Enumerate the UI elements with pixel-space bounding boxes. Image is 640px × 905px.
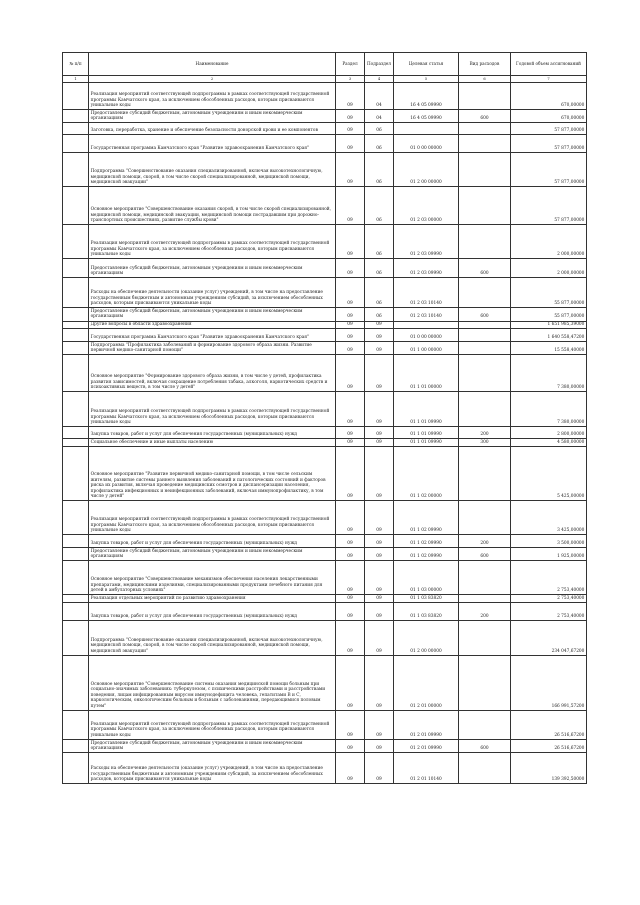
row-expense-type: 200 [459,427,511,439]
row-target-code: 01 1 02 09990 [394,535,459,548]
row-number [63,561,89,595]
row-number [63,740,89,753]
table-body [63,83,587,784]
row-name: Реализация мероприятий соответствующей подпрограммы в рамках соответствующей государственной программы Камчатского края, за исключением обособленных расходов, которым присваиваются уникальные коды [89,225,336,259]
row-target-code: 01 0 00 00000 [394,135,459,153]
table-row [63,621,587,656]
row-section: 09 [336,392,365,427]
row-section: 09 [336,355,365,392]
row-section: 09 [336,278,365,308]
row-target-code: 01 1 01 09990 [394,439,459,447]
row-section: 09 [336,110,365,123]
row-subsection: 06 [365,278,394,308]
column-index: 5 [394,76,459,83]
row-number [63,308,89,321]
row-section: 09 [336,561,365,595]
row-number [63,603,89,621]
row-amount: 57 877,00000 [511,135,587,153]
row-target-code: 01 1 01 09990 [394,427,459,439]
row-name: Государственная программа Камчатского края "Развитие здравоохранения Камчатского края" [89,135,336,153]
row-amount: 7 380,00000 [511,392,587,427]
row-subsection: 04 [365,83,394,110]
row-target-code: 01 2 00 00000 [394,153,459,187]
table-row [63,110,587,123]
row-amount: 55 877,00000 [511,278,587,308]
row-name: Предоставление субсидий бюджетным, автономным учреждениям и иным некоммерческим организациям [89,110,336,123]
row-subsection: 04 [365,110,394,123]
row-subsection: 09 [365,603,394,621]
row-section: 09 [336,225,365,259]
row-subsection: 09 [365,439,394,447]
row-target-code: 01 1 00 00000 [394,342,459,355]
row-section: 09 [336,153,365,187]
row-expense-type [459,83,511,110]
table-row [63,278,587,308]
row-name: Другие вопросы в области здравоохранения [89,321,336,329]
row-subsection: 06 [365,225,394,259]
header-section: Раздел [336,53,365,76]
row-section: 09 [336,259,365,278]
row-number [63,153,89,187]
row-subsection: 06 [365,123,394,135]
row-target-code: 01 2 00 00000 [394,621,459,656]
row-number [63,329,89,342]
row-expense-type: 600 [459,740,511,753]
row-section: 09 [336,535,365,548]
row-target-code: 01 1 02 09990 [394,548,459,561]
row-amount: 7 380,00000 [511,355,587,392]
row-number [63,321,89,329]
header-num: № п/п [63,53,89,76]
row-target-code: 01 2 03 10140 [394,278,459,308]
column-index: 6 [459,76,511,83]
row-subsection: 09 [365,355,394,392]
table-row [63,561,587,595]
column-index: 2 [89,76,336,83]
row-expense-type [459,656,511,711]
row-subsection: 06 [365,259,394,278]
row-subsection: 06 [365,308,394,321]
row-section: 09 [336,656,365,711]
row-amount: 166 991,57200 [511,656,587,711]
row-expense-type: 600 [459,548,511,561]
row-expense-type [459,595,511,603]
row-number [63,621,89,656]
row-amount: 1 925,00000 [511,548,587,561]
column-index: 1 [63,76,89,83]
row-number [63,355,89,392]
row-name: Закупка товаров, работ и услуг для обеспечения государственных (муниципальных) нужд [89,535,336,548]
row-subsection: 06 [365,187,394,225]
row-target-code: 01 1 03 00000 [394,561,459,595]
table-row [63,83,587,110]
row-target-code: 01 2 03 09990 [394,225,459,259]
row-target-code: 01 1 03 83820 [394,595,459,603]
row-expense-type [459,355,511,392]
row-amount: 2 000,00000 [511,259,587,278]
row-number [63,447,89,501]
row-target-code: 01 2 01 00000 [394,656,459,711]
row-subsection: 09 [365,561,394,595]
row-amount: 1 640 558,47200 [511,329,587,342]
row-amount: 3 500,00000 [511,535,587,548]
row-target-code: 16 4 05 09990 [394,110,459,123]
row-amount: 1 651 985,39000 [511,321,587,329]
row-target-code: 01 1 02 09990 [394,501,459,535]
row-number [63,501,89,535]
row-expense-type [459,123,511,135]
row-name: Реализация мероприятий соответствующей подпрограммы в рамках соответствующей государственной программы Камчатского края, за исключением обособленных расходов, которым присваиваются уникальные коды [89,392,336,427]
row-number [63,548,89,561]
row-subsection: 06 [365,153,394,187]
table-row [63,187,587,225]
row-subsection: 09 [365,753,394,784]
row-section: 09 [336,621,365,656]
row-name: Заготовка, переработка, хранение и обеспечение безопасности донорской крови и ее компонентов [89,123,336,135]
row-name: Подпрограмма "Совершенствование оказания специализированной, включая высокотехнологичную, медицинской помощи, скорой, в том числе скорой специализированной, медицинской помощи, медицинской эвакуации" [89,153,336,187]
row-name: Реализация мероприятий соответствующей подпрограммы в рамках соответствующей государственной программы Камчатского края, за исключением обособленных расходов, которым присваиваются уникальные коды [89,501,336,535]
row-section: 09 [336,342,365,355]
row-subsection: 06 [365,135,394,153]
row-name: Закупка товаров, работ и услуг для обеспечения государственных (муниципальных) нужд [89,427,336,439]
row-number [63,342,89,355]
table-row [63,439,587,447]
row-number [63,656,89,711]
table-row [63,740,587,753]
row-expense-type: 300 [459,439,511,447]
row-number [63,259,89,278]
row-name: Предоставление субсидий бюджетным, автономным учреждениям и иным некоммерческим организациям [89,740,336,753]
row-expense-type [459,225,511,259]
header-name: Наименование [89,53,336,76]
row-subsection: 09 [365,392,394,427]
row-amount: 55 877,00000 [511,308,587,321]
row-amount: 26 516,67200 [511,740,587,753]
row-amount: 670,00000 [511,110,587,123]
row-subsection: 09 [365,329,394,342]
row-name: Подпрограмма "Совершенствование оказания специализированной, включая высокотехнологичную, медицинской помощи, скорой, в том числе скорой специализированной, медицинской помощи, медицинской эвакуации" [89,621,336,656]
table-row [63,447,587,501]
row-number [63,711,89,740]
row-expense-type: 200 [459,535,511,548]
table-row [63,135,587,153]
row-section: 09 [336,321,365,329]
row-subsection: 09 [365,501,394,535]
row-section: 09 [336,308,365,321]
row-amount: 2 800,00000 [511,427,587,439]
row-target-code: 01 1 03 83820 [394,603,459,621]
row-subsection: 09 [365,447,394,501]
row-number [63,83,89,110]
budget-table [62,52,587,784]
row-number [63,753,89,784]
row-amount: 5 425,00000 [511,447,587,501]
column-index: 3 [336,76,365,83]
row-name: Расходы на обеспечение деятельности (оказание услуг) учреждений, в том числе на предоставление государственным бюджетным и автономным учреждениям субсидий, за исключением обособленных расходов, которым присваиваются уникальные коды [89,278,336,308]
row-number [63,535,89,548]
row-subsection: 09 [365,427,394,439]
row-number [63,187,89,225]
row-amount: 670,00000 [511,83,587,110]
table-row [63,427,587,439]
row-expense-type [459,621,511,656]
row-expense-type [459,321,511,329]
table-row [63,225,587,259]
row-target-code: 01 2 01 09990 [394,711,459,740]
column-index: 7 [511,76,587,83]
row-expense-type [459,278,511,308]
table-row [63,153,587,187]
table-row [63,123,587,135]
column-index-row [63,76,587,83]
row-target-code: 16 4 05 09990 [394,83,459,110]
row-section: 09 [336,711,365,740]
row-number [63,135,89,153]
header-sum: Годовой объем ассигнований [511,53,587,76]
row-expense-type [459,501,511,535]
table-header-row [63,53,587,76]
row-expense-type [459,135,511,153]
table-row [63,321,587,329]
row-section: 09 [336,595,365,603]
row-target-code: 01 2 01 09990 [394,740,459,753]
row-number [63,595,89,603]
row-section: 09 [336,548,365,561]
row-name: Реализация отдельных мероприятий по развитию здравоохранения [89,595,336,603]
row-amount: 57 877,00000 [511,187,587,225]
row-amount: 139 392,50000 [511,753,587,784]
row-name: Предоставление субсидий бюджетным, автономным учреждениям и иным некоммерческим организациям [89,259,336,278]
row-target-code: 01 2 03 00000 [394,187,459,225]
row-amount: 2 753,40000 [511,595,587,603]
row-expense-type [459,561,511,595]
row-section: 09 [336,501,365,535]
header-subsection: Подраздел [365,53,394,76]
row-subsection: 09 [365,535,394,548]
row-expense-type: 600 [459,110,511,123]
row-section: 09 [336,187,365,225]
row-number [63,392,89,427]
row-section: 09 [336,135,365,153]
row-name: Основное мероприятие "Формирование здорового образа жизни, в том числе у детей, профилактика развития зависимостей, включая сокращение потребления табака, алкоголя, наркотических средств и психоактивных веществ, в том числе у детей" [89,355,336,392]
row-subsection: 09 [365,621,394,656]
row-name: Основное мероприятие "Совершенствование оказания скорой, в том числе скорой специализированной, медицинской помощи, медицинской эвакуации, медицинской помощи пострадавшим при дорожно-транспортных происшествиях, развитие службы крови" [89,187,336,225]
row-name: Предоставление субсидий бюджетным, автономным учреждениям и иным некоммерческим организациям [89,548,336,561]
row-expense-type [459,753,511,784]
row-name: Предоставление субсидий бюджетным, автономным учреждениям и иным некоммерческим организациям [89,308,336,321]
row-name: Основное мероприятие "Развитие первичной медико-санитарной помощи, в том числе сельским жителям, развитие системы раннего выявления заболеваний и патологических состояний и факторов риска их развития, включая проведение медицинских осмотров и диспансеризации населения, профилактика инфекционных и неинфекционных заболеваний, включая иммунопрофилактику, в том числе у детей" [89,447,336,501]
table-row [63,603,587,621]
row-expense-type: 600 [459,308,511,321]
row-expense-type [459,392,511,427]
row-amount: 3 425,00000 [511,501,587,535]
table-row [63,259,587,278]
row-amount: 4 580,00000 [511,439,587,447]
row-section: 09 [336,447,365,501]
row-number [63,427,89,439]
row-expense-type [459,447,511,501]
row-section: 09 [336,603,365,621]
row-section: 09 [336,753,365,784]
row-amount: 2 000,00000 [511,225,587,259]
row-amount: 15 558,40000 [511,342,587,355]
row-expense-type [459,342,511,355]
row-subsection: 09 [365,548,394,561]
row-number [63,278,89,308]
row-name: Реализация мероприятий соответствующей подпрограммы в рамках соответствующей государственной программы Камчатского края, за исключением обособленных расходов, которым присваиваются уникальные коды [89,83,336,110]
row-amount: 57 877,00000 [511,123,587,135]
table-row [63,342,587,355]
table-row [63,355,587,392]
row-name: Закупка товаров, работ и услуг для обеспечения государственных (муниципальных) нужд [89,603,336,621]
row-target-code: 01 0 00 00000 [394,329,459,342]
table-row [63,535,587,548]
row-name: Основное мероприятие "Совершенствование системы оказания медицинской помощи больным при социально-значимых заболеваниях: туберкулезом, с психическими расстройствами и расстройствами поведения, лицам инфицированным вирусом иммунодефицита человека, гепатитами В и С, наркологическим, онкологическим больным и больным с заболеваниями, передающимися половым путем" [89,656,336,711]
table-row [63,711,587,740]
row-section: 09 [336,123,365,135]
row-section: 09 [336,439,365,447]
row-number [63,123,89,135]
row-section: 09 [336,740,365,753]
header-target: Целевая статья [394,53,459,76]
header-expense: Вид расходов [459,53,511,76]
row-amount: 26 516,67200 [511,711,587,740]
row-number [63,439,89,447]
row-amount: 2 753,40000 [511,603,587,621]
row-amount: 2 753,40000 [511,561,587,595]
table-row [63,548,587,561]
table-row [63,308,587,321]
row-subsection: 09 [365,321,394,329]
row-target-code: 01 2 03 10140 [394,308,459,321]
row-expense-type: 200 [459,603,511,621]
row-section: 09 [336,83,365,110]
row-expense-type [459,187,511,225]
row-expense-type: 600 [459,259,511,278]
row-target-code: 01 2 03 09990 [394,259,459,278]
row-amount: 57 877,00000 [511,153,587,187]
row-target-code: 01 2 01 10140 [394,753,459,784]
table-row [63,501,587,535]
row-name: Подпрограмма "Профилактика заболеваний и формирование здорового образа жизни. Развитие первичной медико-санитарной помощи" [89,342,336,355]
row-name: Основное мероприятие "Совершенствование механизмов обеспечения населения лекарственными препаратами, медицинскими изделиями, специализированными продуктами лечебного питания для детей в амбулаторных условиях" [89,561,336,595]
row-name: Расходы на обеспечение деятельности (оказание услуг) учреждений, в том числе на предоставление государственным бюджетным и автономным учреждениям субсидий, за исключением обособленных расходов, которым присваиваются уникальные коды [89,753,336,784]
table-row [63,595,587,603]
row-expense-type [459,711,511,740]
row-subsection: 09 [365,342,394,355]
row-subsection: 09 [365,740,394,753]
row-number [63,110,89,123]
row-target-code: 01 1 01 00000 [394,355,459,392]
row-amount: 234 047,67200 [511,621,587,656]
row-name: Социальное обеспечение и иные выплаты населению [89,439,336,447]
row-number [63,225,89,259]
table-row [63,392,587,427]
row-section: 09 [336,329,365,342]
row-target-code [394,321,459,329]
row-section: 09 [336,427,365,439]
row-name: Государственная программа Камчатского края "Развитие здравоохранения Камчатского края" [89,329,336,342]
row-subsection: 09 [365,595,394,603]
row-expense-type [459,153,511,187]
row-subsection: 09 [365,656,394,711]
row-name: Реализация мероприятий соответствующей подпрограммы в рамках соответствующей государственной программы Камчатского края, за исключением обособленных расходов, которым присваиваются уникальные коды [89,711,336,740]
row-subsection: 09 [365,711,394,740]
row-target-code: 01 1 02 00000 [394,447,459,501]
table-row [63,329,587,342]
row-target-code [394,123,459,135]
table-row [63,753,587,784]
column-index: 4 [365,76,394,83]
table-row [63,656,587,711]
row-expense-type [459,329,511,342]
row-target-code: 01 1 01 09990 [394,392,459,427]
